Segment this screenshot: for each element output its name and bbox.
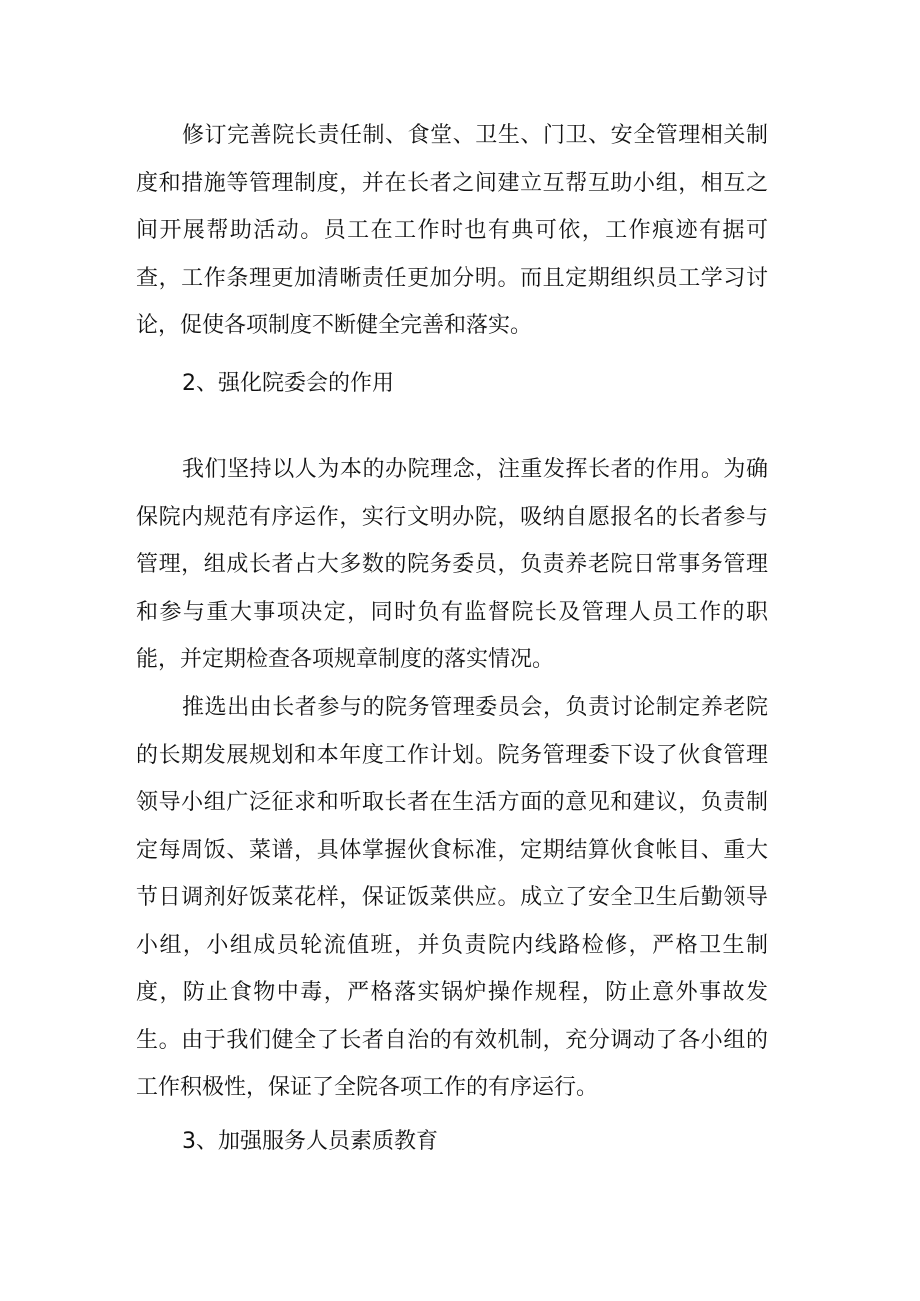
section-heading-2: 2、强化院委会的作用 <box>182 371 394 396</box>
paragraph-responsibility-system: 修订完善院长责任制、食堂、卫生、门卫、安全管理相关制度和措施等管理制度，并在长者之间建立互帮互助小组，相互之间开展帮助活动。员工在工作时也有典可依，工作痕迹有据可查，工作条理更加清晰责任更加分明。而且定期组织员工学习讨论，促使各项制度不断健全完善和落实。 <box>136 123 768 338</box>
paragraph-management-committee: 推选出由长者参与的院务管理委员会，负责讨论制定养老院的长期发展规划和本年度工作计划。院务管理委下设了伙食管理领导小组广泛征求和听取长者在生活方面的意见和建议，负责制定每周饭、菜谱，具体掌握伙食标准，定期结算伙食帐目、重大节日调剂好饭菜花样，保证饭菜供应。成立了安全卫生后勤领导小组，小组成员轮流值班，并负责院内线路检修，严格卫生制度，防止食物中毒，严格落实锅炉操作规程，防止意外事故发生。由于我们健全了长者自治的有效机制，充分调动了各小组的工作积极性，保证了全院各项工作的有序运行。 <box>136 695 768 1100</box>
paragraph-committee-role: 我们坚持以人为本的办院理念，注重发挥长者的作用。为确保院内规范有序运作，实行文明办院，吸纳自愿报名的长者参与管理，组成长者占大多数的院务委员，负责养老院日常事务管理和参与重大事项决定，同时负有监督院长及管理人员工作的职能，并定期检查各项规章制度的落实情况。 <box>136 457 768 672</box>
section-heading-3: 3、加强服务人员素质教育 <box>182 1129 438 1154</box>
